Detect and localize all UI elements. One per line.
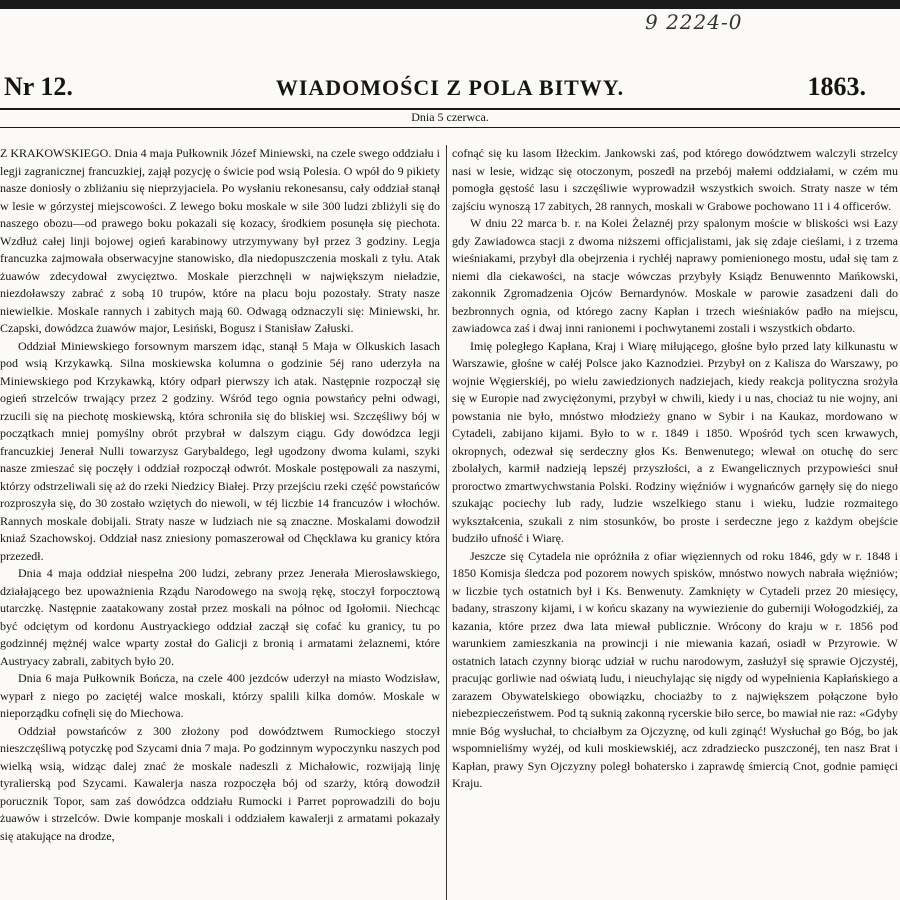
top-border-bar [0,0,900,9]
article-paragraph: cofnąć się ku lasom Iłżeckim. Jankowski zaś, pod którego dowództwem walczyli strzelcy nasi w lesie, widząc się otoczonym, poszedł na przebój małemi oddziałami, w czém mu pomogła gęstość lasu i szczęśliwie wyprowadził wszystkich swoich. Straty nasze w tém zajściu wynoszą 17 zabitych, 28 rannych, moskali w Grabowe pochowano 11 i 4 officerów. [452,146,898,213]
newspaper-title: WIADOMOŚCI Z POLA BITWY. [275,75,625,100]
article-paragraph: Dnia 6 maja Pułkownik Bończa, na czele 400 jezdców uderzył na miasto Wodzisław, wyparł z niego po zaciętéj walce moskali, którzy spalili kilka domów. Moskale w nieporządku cofnęli się do Miechowa. [0,671,440,720]
publication-year: 1863. [807,72,866,101]
article-paragraph: Z KRAKOWSKIEGO. Dnia 4 maja Pułkownik Józef Miniewski, na czele swego oddziału i legji zagranicznej francuzkiej, zajął pozycję o świcie pod wsią Polesia. O wpół do 9 pikiety nasze doniosły o zbliżaniu się nieprzyjaciela. Po wysłaniu rekonesansu, cały oddział stanął w lesie w górzystej miejscowości. Z lewego boku moskale w sile 300 ludzi zbliżyli się do naszego obozu—od prawego boku pokazali się kozacy, środkiem posunęła się piechota. Wzdłuż całej linji bojowej ogień karabinowy utrzymywany był przez 3 godziny. Legja francuzka zajmowała obserwacyjne stanowisko, dla niedopuszczenia moskali z tyłu. Atak żuawów zdecydował zwycięztwo. Moskale pierzchnęli w największym nieładzie, niezdoławszy zabrać z sobą 10 trupów, które na placu boju pozostały. Straty nasze niewielkie. Moskale rannych i zabitych mają 60. Odwagą odznaczyli się: Miniewski, hr. Czapski, dowódzca żuawów major, Lesiński, Bogusz i Stanisław Załuski. [0,146,440,335]
issue-date: Dnia 5 czerwca. [411,110,489,124]
masthead [0,72,900,102]
article-paragraph: Oddział Miniewskiego forsownym marszem idąc, stanął 5 Maja w Olkuskich lasach pod wsią Krzykawką. Silna moskiewska kolumna o godzinie 5éj rano uderzyła na Miniewskiego pod Krzykawką, który odparł pierwszy ich atak. Następnie rozpoczął się ogień strzelców trwający przez 2 godziny. Wśród tego ognia powstańcy pełni odwagi, rzucili się na piechotę moskiewską, która schroniła się do bliskiej wsi. Szczęśliwy bój w początkach mniej pomyślny obrót przybrał w dalszym ciągu. Gdy dowódzca legji francuzkiej Jenerał Nulli towarzysz Garybaldego, legł ugodzony dwoma kulami, szyki nasze zmieszać się poczęły i oddział rozpoczął odwrót. Moskale postępowali za naszymi, którzy odstrzeliwali się aż do rzeki Niedzicy Białej. Przy przejściu rzeki część powstańców rozproszyła się, do 30 zostało wziętych do niewoli, w téj liczbie 14 francuzów i włochów. Rannych moskale dobijali. Straty nasze w ludziach nie są znaczne. Moskalami dowodził kniaź Szachowskoj. Oddział nasz zniesiony pomaszerował od Chęcklawa ku granicy która przezedł. [0,338,440,563]
right-column [452,145,898,900]
column-divider [446,145,447,900]
left-column [0,145,440,900]
date-rule [0,127,900,128]
article-paragraph: Jeszcze się Cytadela nie opróżniła z ofiar więziennych od roku 1846, gdy w r. 1848 i 1850 Komisja śledcza pod pozorem nowych spisków, mnóstwo nowych nabrała więźniów; w liczbie tych ostatnich był i Ks. Benwenuty. Zamknięty w Cytadeli przez 20 miesięcy, badany, straszony kijami, i w końcu skazany na wywiezienie do guberniji Wołogodzkiéj, za kazania, które przez dwa lata miewał publicznie. Wrócony do kraju w r. 1856 pod warunkiem zamieszkania na prowincji i nie miewania kazań, osiadł w Przyrowie. W ostatnich latach czynny biorąc udział w ruchu narodowym, zasłużył się sprawie Ojczystéj, pracując gorliwie nad oświatą ludu, i nieuchylając się nigdy od wypełnienia Kapłańskiego a zarazem Obywatelskiego obowiązku, chociażby to z największem połączone było niebezpieczeństwem. Pod tą suknią zakonną rycerskie biło serce, bo mawiał nie raz: «Gdyby mnie Bóg wysłuchał, to chciałbym za Ojczyznę, od kuli zginąć! Wysłuchał go Bóg, bo jak wspomnieliśmy wyżéj, od kuli moskiewskiéj, acz zdradziecko puszczonéj, ten nasz Brat i Kapłan, prawy Syn Ojczyzny poległ bohatersko i zaprawdę śmiercią Cnot, godnie pamięci Kraju. [452,548,898,790]
article-paragraph: W dniu 22 marca b. r. na Kolei Żelaznéj przy spalonym moście w bliskości wsi Łazy gdy Zawiadowca stacji z dwoma niższemi officjalistami, jak się zdaje cieślami, i z trzema wieśniakami, przybył dla obejrzenia i rychłéj naprawy pomienionego mostu, udał się tam z niemi dla ciekawości, na stacje wówczas przybyły Ksiądz Benuwennto Mańkowski, zakonnik Zgromadzenia Ojców Bernardynów. Moskale w parowie zasadzeni dali do bezbronnych ognia, od którego zacny Kapłan i trzech wieśniaków padło na miejscu, zawiadowca zaś i dwaj inni ranionemi i pochwytanemi zostali i wszystkich obdarto. [452,216,898,335]
issue-number: Nr 12. [4,72,73,101]
handwritten-archive-note: 9 2224-0 [645,10,743,34]
article-paragraph: Imię poległego Kapłana, Kraj i Wiarę miłującego, głośne było przed laty kilkunastu w Warszawie, głośne w całéj Polsce jako Kaznodziei. Przybył on z Kalisza do Warszawy, po wojnie Węgierskiéj, po wielu zawiedzionych nadziejach, kiedy reakcja polityczna srożyła się w Europie nad zwyciężonymi, przybył w chwili, kiedy i u nas, chociaż tu nie wojny, ani powstania nie było, mnóstwo młodzieży gnano w Sybir i na Kaukaz, mordowano w Cytadeli, zabijano kijami. Było to w r. 1849 i 1850. Wpośród tych scen krwawych, okropnych, odezwał się serdeczny głos Ks. Benwenutego; wlewał on otuchę do serc zbolałych, karmił nadzieją lepszéj przyszłości, a z Ewangelicznych przypowieści snuł proroctwo zmartwychwstania Polski. Rodziny więźniów i wygnańców garnęły się do niego szukając pociechy lub rady, ludzie wszelkiego stanu i wieku, ludzie rozmaitego wykształcenia, szukali z nim stosunków, bo proste i serdeczne jego z każdym obejście budziło ufność i Wiarę. [452,338,898,545]
article-paragraph: Oddział powstańców z 300 złożony pod dowództwem Rumockiego stoczył nieszczęśliwą potyczkę pod Szycami dnia 7 maja. Po godzinnym wypoczynku naszych pod wielką wsią, widząc dalej znać że moskale nadeszli z Michałowic, rozwijają linję tyralierską pod Szycami. Kawalerja nasza rozpoczęła bój od szarży, którą dowodził porucznik Topor, sam zaś dowódzca oddziału Rumocki i Parret poprowadzili do boju żuawów i strzelców. Dwie kompanje moskali i oddziałem kawalerji z armatami pokazały się atakujące na drodze, [0,723,440,843]
article-paragraph: Dnia 4 maja oddział niespełna 200 ludzi, zebrany przez Jenerała Mierosławskiego, działającego bez upoważnienia Rządu Narodowego na swoją rękę, stoczył forpocztową utarczkę. Następnie zaatakowany został przez moskali na północ od Igołomii. Niechcąc być odciętym od kordonu Austryackiego oddział zaczął się cofać ku granicy, tu po godzinnéj mężnéj walce wparty został do Galicji z bronią i armatami żelaznemi, które Austryacy zabrali, zabitych było 20. [0,566,440,668]
